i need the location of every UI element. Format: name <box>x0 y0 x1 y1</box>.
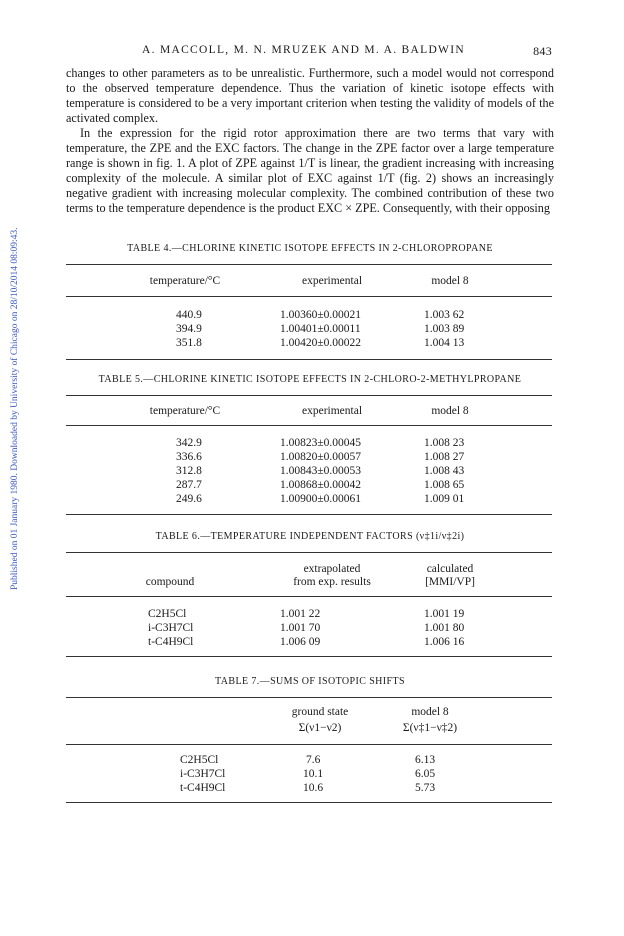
table-cell: 7.6 <box>306 754 321 766</box>
body-text <box>66 66 554 216</box>
table4-header: experimental <box>301 275 363 287</box>
table-cell: 1.00820±0.00057 <box>280 451 362 463</box>
table-cell: 1.004 13 <box>424 337 465 349</box>
table-cell: i-C3H7Cl <box>148 622 194 634</box>
download-watermark <box>2 160 18 590</box>
table-cell: 1.006 09 <box>280 636 321 648</box>
running-header <box>66 44 552 60</box>
table-cell: 336.6 <box>176 451 202 463</box>
table-cell: C2H5Cl <box>148 608 187 620</box>
table-cell: 1.001 22 <box>280 608 321 620</box>
table4-caption: TABLE 4.—CHLORINE KINETIC ISOTOPE EFFECTS IN 2-CHLOROPROPANE <box>127 243 493 254</box>
table6-caption: TABLE 6.—TEMPERATURE INDEPENDENT FACTORS (ν‡1i/ν‡2i) <box>155 531 465 542</box>
page-number: 843 <box>533 44 552 58</box>
table5-header: experimental <box>301 405 363 417</box>
table-cell: 1.008 23 <box>424 437 465 449</box>
table-cell: 1.006 16 <box>424 636 465 648</box>
table-cell: 6.13 <box>415 754 436 766</box>
table4-top-rule <box>66 264 552 265</box>
table-cell: 10.1 <box>303 768 324 780</box>
paragraph-1: changes to other parameters as to be unrealistic. Furthermore, such a model would not correspond to the observed temperature dependence. Thus the variation of kinetic isotope effects with temperature is considered to be a very important criterion when testing the validity of models of the activated complex. <box>66 66 554 125</box>
table4-header: temperature/°C <box>149 275 221 287</box>
table7-header: Σ(ν‡1−ν‡2) <box>402 722 458 734</box>
table4-header: model 8 <box>431 275 469 287</box>
table-cell: 1.00900±0.00061 <box>280 493 362 505</box>
table5-header: temperature/°C <box>149 405 221 417</box>
table5-header: model 8 <box>431 405 469 417</box>
table4-header-rule <box>66 296 552 297</box>
table6-header: extrapolated <box>303 563 361 575</box>
table-cell: 1.008 27 <box>424 451 465 463</box>
table6-header: [MMI/VP] <box>425 576 475 588</box>
table5-caption: TABLE 5.—CHLORINE KINETIC ISOTOPE EFFECTS IN 2-CHLORO-2-METHYLPROPANE <box>98 374 522 385</box>
table6-top-rule <box>66 552 552 553</box>
table6-bottom-rule <box>66 656 552 657</box>
table-cell: C2H5Cl <box>180 754 219 766</box>
table-cell: t-C4H9Cl <box>148 636 194 648</box>
table-cell: 440.9 <box>176 309 202 321</box>
table5-bottom-rule <box>66 514 552 515</box>
table-cell: 6.05 <box>415 768 436 780</box>
table-cell: 5.73 <box>415 782 436 794</box>
table-cell: 1.001 19 <box>424 608 465 620</box>
table-cell: 1.00868±0.00042 <box>280 479 362 491</box>
table-cell: 1.008 65 <box>424 479 465 491</box>
table-cell: 394.9 <box>176 323 202 335</box>
table-cell: i-C3H7Cl <box>180 768 226 780</box>
running-authors: A. MACCOLL, M. N. MRUZEK AND M. A. BALDWIN <box>142 44 465 56</box>
table-cell: 1.003 89 <box>424 323 465 335</box>
table-cell: 10.6 <box>303 782 324 794</box>
paragraph-2: In the expression for the rigid rotor approximation there are two terms that vary with temperature, the ZPE and the EXC factors. The change in the ZPE factor over a large temperature range is shown in fig. 1. A plot of ZPE against 1/T is linear, the gradient increasing with increasing complexity of the molecule. A similar plot of EXC against 1/T (fig. 2) shows an increasingly negative gradient with increasing molecular complexity. The combined contribution of these two terms to the temperature dependence is the product EXC × ZPE. Consequently, with their opposing <box>66 126 554 215</box>
table-cell: 1.00843±0.00053 <box>280 465 362 477</box>
table-cell: 1.00360±0.00021 <box>280 309 362 321</box>
table7-bottom-rule <box>66 802 552 803</box>
table7-header: model 8 <box>411 706 449 718</box>
table6-header-rule <box>66 596 552 597</box>
table7-top-rule <box>66 697 552 698</box>
table6-header: from exp. results <box>293 576 371 588</box>
table4-bottom-rule <box>66 359 552 360</box>
table-cell: 1.00401±0.00011 <box>280 323 361 335</box>
table7-caption: TABLE 7.—SUMS OF ISOTOPIC SHIFTS <box>215 676 405 687</box>
table-cell: 249.6 <box>176 493 202 505</box>
table6-header: compound <box>145 576 195 588</box>
table-cell: 312.8 <box>176 465 202 477</box>
table-cell: 1.001 80 <box>424 622 465 634</box>
table7-header-rule <box>66 744 552 745</box>
table-cell: 342.9 <box>176 437 202 449</box>
table7-header: ground state <box>291 706 349 718</box>
table-cell: 1.003 62 <box>424 309 465 321</box>
table5-top-rule <box>66 395 552 396</box>
download-note: Published on 01 January 1980. Downloaded by University of Chicago on 28/10/2014 08:09:43. <box>10 227 20 590</box>
table5-header-rule <box>66 425 552 426</box>
table-cell: t-C4H9Cl <box>180 782 226 794</box>
table-cell: 1.008 43 <box>424 465 465 477</box>
table7-header: Σ(ν1−ν2) <box>298 722 342 734</box>
table-cell: 1.009 01 <box>424 493 465 505</box>
table6-header: calculated <box>426 563 474 575</box>
table-cell: 287.7 <box>176 479 202 491</box>
table-cell: 1.00420±0.00022 <box>280 337 362 349</box>
table-cell: 351.8 <box>176 337 202 349</box>
table-cell: 1.00823±0.00045 <box>280 437 362 449</box>
table-cell: 1.001 70 <box>280 622 321 634</box>
